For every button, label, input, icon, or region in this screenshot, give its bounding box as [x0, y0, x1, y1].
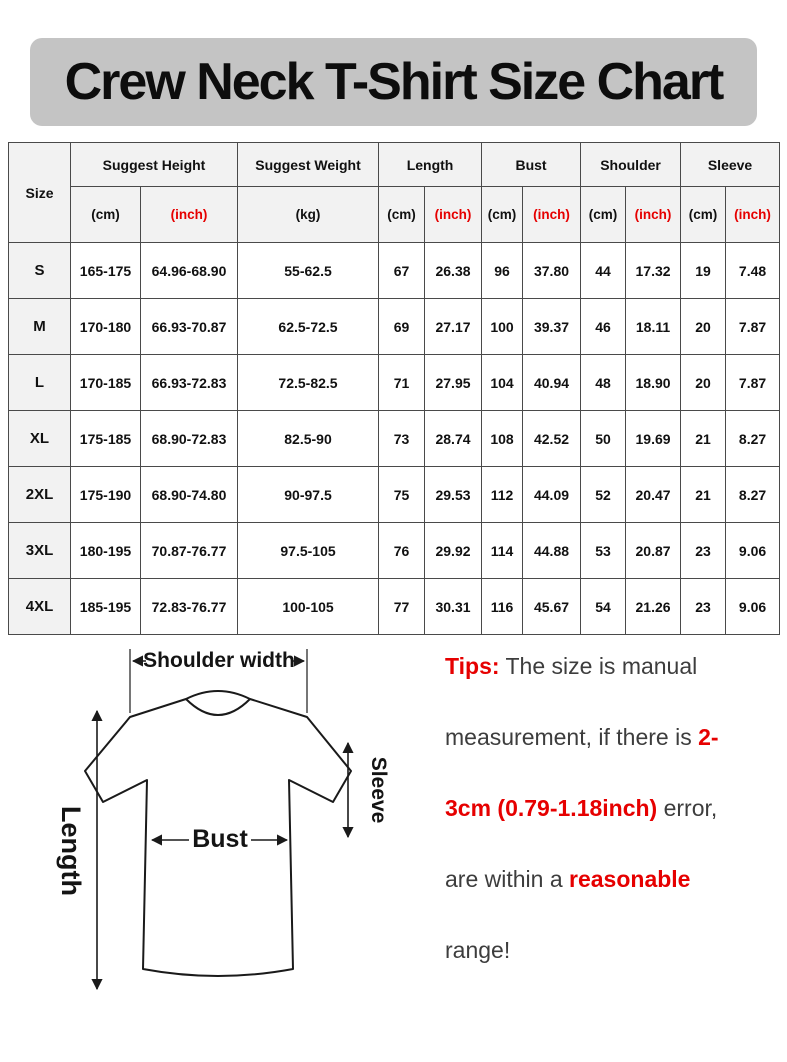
size-row	[9, 467, 780, 523]
size-value-cell: 9.06	[726, 523, 780, 579]
tip-line	[445, 724, 769, 751]
size-value-cell: 67	[379, 243, 425, 299]
unit-header: (inch)	[425, 187, 482, 243]
size-label-cell: S	[9, 243, 71, 299]
tip-highlight: 3cm (0.79-1.18inch)	[445, 795, 658, 821]
size-value-cell: 180-195	[71, 523, 141, 579]
size-value-cell: 69	[379, 299, 425, 355]
sleeve-label: Sleeve	[367, 756, 390, 824]
size-row	[9, 299, 780, 355]
size-value-cell: 30.31	[425, 579, 482, 635]
unit-header: (cm)	[482, 187, 523, 243]
size-value-cell: 185-195	[71, 579, 141, 635]
size-value-cell: 17.32	[626, 243, 681, 299]
tip-line	[445, 866, 769, 893]
size-value-cell: 116	[482, 579, 523, 635]
size-value-cell: 20	[681, 299, 726, 355]
size-value-cell: 72.5-82.5	[238, 355, 379, 411]
size-value-cell: 8.27	[726, 467, 780, 523]
unit-header: (inch)	[141, 187, 238, 243]
size-label-cell: 4XL	[9, 579, 71, 635]
size-value-cell: 9.06	[726, 579, 780, 635]
size-chart-page	[0, 38, 787, 1062]
size-value-cell: 44.09	[523, 467, 581, 523]
size-value-cell: 18.11	[626, 299, 681, 355]
size-value-cell: 114	[482, 523, 523, 579]
title-banner	[30, 38, 757, 126]
size-value-cell: 108	[482, 411, 523, 467]
size-value-cell: 97.5-105	[238, 523, 379, 579]
size-value-cell: 64.96-68.90	[141, 243, 238, 299]
size-value-cell: 44	[581, 243, 626, 299]
column-header: Sleeve	[681, 143, 780, 187]
tip-line	[445, 937, 769, 964]
size-value-cell: 54	[581, 579, 626, 635]
unit-header: (cm)	[71, 187, 141, 243]
size-value-cell: 42.52	[523, 411, 581, 467]
size-value-cell: 28.74	[425, 411, 482, 467]
size-value-cell: 170-180	[71, 299, 141, 355]
size-value-cell: 19.69	[626, 411, 681, 467]
size-value-cell: 7.87	[726, 299, 780, 355]
size-value-cell: 76	[379, 523, 425, 579]
size-value-cell: 23	[681, 523, 726, 579]
unit-header: (inch)	[626, 187, 681, 243]
column-header: Suggest Height	[71, 143, 238, 187]
size-value-cell: 100	[482, 299, 523, 355]
column-header: Bust	[482, 143, 581, 187]
size-value-cell: 21	[681, 411, 726, 467]
size-value-cell: 19	[681, 243, 726, 299]
unit-header: (cm)	[581, 187, 626, 243]
size-value-cell: 27.95	[425, 355, 482, 411]
tip-segment: The size is manual	[499, 653, 698, 679]
size-label-cell: XL	[9, 411, 71, 467]
size-value-cell: 66.93-70.87	[141, 299, 238, 355]
size-value-cell: 48	[581, 355, 626, 411]
size-value-cell: 29.53	[425, 467, 482, 523]
size-value-cell: 68.90-74.80	[141, 467, 238, 523]
size-value-cell: 21.26	[626, 579, 681, 635]
size-value-cell: 26.38	[425, 243, 482, 299]
size-row	[9, 243, 780, 299]
size-value-cell: 18.90	[626, 355, 681, 411]
unit-header: (inch)	[726, 187, 780, 243]
size-value-cell: 7.87	[726, 355, 780, 411]
size-value-cell: 37.80	[523, 243, 581, 299]
size-value-cell: 72.83-76.77	[141, 579, 238, 635]
size-value-cell: 175-185	[71, 411, 141, 467]
unit-header: (cm)	[681, 187, 726, 243]
size-value-cell: 40.94	[523, 355, 581, 411]
size-value-cell: 96	[482, 243, 523, 299]
size-value-cell: 71	[379, 355, 425, 411]
tip-segment: error,	[657, 795, 718, 821]
size-label-cell: 3XL	[9, 523, 71, 579]
size-table	[8, 142, 780, 635]
size-value-cell: 52	[581, 467, 626, 523]
tip-highlight: reasonable	[569, 866, 691, 892]
size-row	[9, 523, 780, 579]
size-value-cell: 90-97.5	[238, 467, 379, 523]
tshirt-measurement-diagram	[0, 639, 445, 1028]
size-value-cell: 39.37	[523, 299, 581, 355]
tip-segment: range!	[445, 937, 511, 963]
shoulder-width-label: Shoulder width	[143, 649, 295, 672]
tip-segment: measurement, if there is	[445, 724, 699, 750]
size-row	[9, 579, 780, 635]
size-value-cell: 62.5-72.5	[238, 299, 379, 355]
size-value-cell: 53	[581, 523, 626, 579]
size-value-cell: 82.5-90	[238, 411, 379, 467]
size-label-cell: 2XL	[9, 467, 71, 523]
size-value-cell: 165-175	[71, 243, 141, 299]
size-row	[9, 355, 780, 411]
size-label-cell: M	[9, 299, 71, 355]
tip-line	[445, 653, 769, 680]
size-value-cell: 68.90-72.83	[141, 411, 238, 467]
unit-header: (cm)	[379, 187, 425, 243]
size-value-cell: 50	[581, 411, 626, 467]
column-header: Length	[379, 143, 482, 187]
column-header: Size	[9, 143, 71, 243]
size-value-cell: 20.87	[626, 523, 681, 579]
tip-segment: are within a	[445, 866, 570, 892]
size-value-cell: 27.17	[425, 299, 482, 355]
tshirt-diagram-svg	[0, 639, 445, 1023]
tip-highlight: Tips:	[445, 653, 500, 679]
unit-header: (kg)	[238, 187, 379, 243]
size-value-cell: 73	[379, 411, 425, 467]
size-row	[9, 411, 780, 467]
size-value-cell: 112	[482, 467, 523, 523]
size-value-cell: 70.87-76.77	[141, 523, 238, 579]
size-value-cell: 20.47	[626, 467, 681, 523]
page-title: Crew Neck T-Shirt Size Chart	[64, 53, 723, 111]
size-value-cell: 21	[681, 467, 726, 523]
size-value-cell: 8.27	[726, 411, 780, 467]
length-label: Length	[56, 806, 86, 896]
tips-text	[445, 639, 787, 1028]
size-value-cell: 45.67	[523, 579, 581, 635]
unit-header: (inch)	[523, 187, 581, 243]
size-value-cell: 104	[482, 355, 523, 411]
bottom-section	[0, 639, 787, 1028]
size-value-cell: 46	[581, 299, 626, 355]
size-value-cell: 23	[681, 579, 726, 635]
size-label-cell: L	[9, 355, 71, 411]
size-value-cell: 29.92	[425, 523, 482, 579]
size-value-cell: 7.48	[726, 243, 780, 299]
column-header: Shoulder	[581, 143, 681, 187]
size-value-cell: 170-185	[71, 355, 141, 411]
tip-highlight: 2-	[698, 724, 719, 750]
size-value-cell: 75	[379, 467, 425, 523]
size-value-cell: 77	[379, 579, 425, 635]
size-value-cell: 100-105	[238, 579, 379, 635]
size-table-body	[9, 243, 780, 635]
size-value-cell: 66.93-72.83	[141, 355, 238, 411]
size-value-cell: 175-190	[71, 467, 141, 523]
size-table-head	[9, 143, 780, 243]
size-value-cell: 20	[681, 355, 726, 411]
bust-label: Bust	[192, 825, 248, 853]
size-value-cell: 44.88	[523, 523, 581, 579]
size-value-cell: 55-62.5	[238, 243, 379, 299]
column-header: Suggest Weight	[238, 143, 379, 187]
tip-line	[445, 795, 769, 822]
